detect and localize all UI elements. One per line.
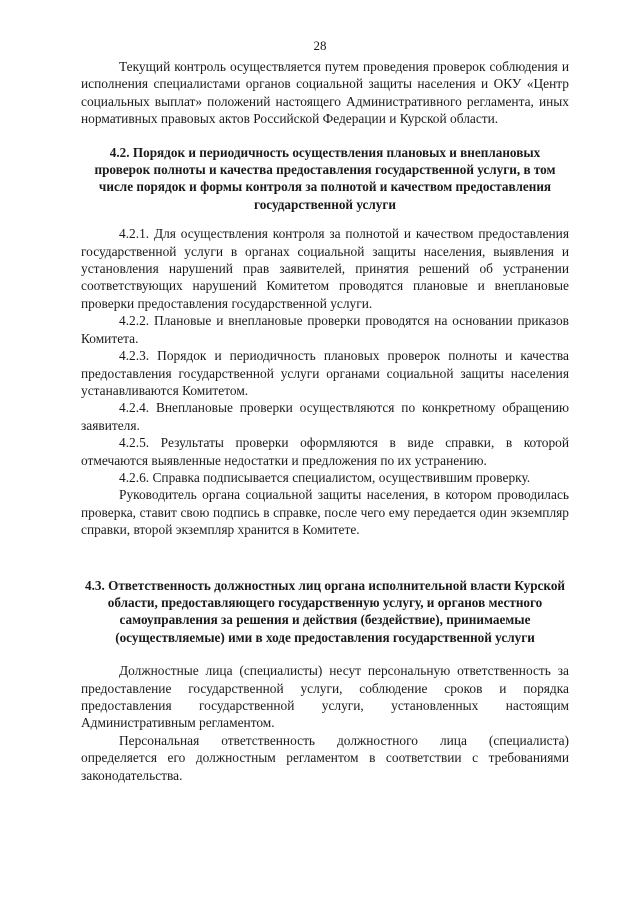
section-4-3-heading: 4.3. Ответственность должностных лиц органа исполнительной власти Курской области, предоставляющего государственную услугу, и органов местного самоуправления за решения и действия (бездействие), принимаемые (осуществляемые) ими в ходе предоставления государственной услуги [84, 577, 566, 645]
paragraph-4-2-4: 4.2.4. Внеплановые проверки осуществляются по конкретному обращению заявителя. [81, 400, 569, 433]
paragraph-4-2-1: 4.2.1. Для осуществления контроля за полнотой и качеством предоставления государственной услуги в органах социальной защиты населения, выявления и установления нарушений прав заявителей, принятия решений об устранении соответствующих нарушений Комитетом проводятся плановые и внеплановые проверки предоставления государственной услуги. [81, 226, 569, 311]
paragraph-4-2-6: 4.2.6. Справка подписывается специалистом, осуществившим проверку. [119, 469, 531, 485]
intro-paragraph: Текущий контроль осуществляется путем проведения проверок соблюдения и исполнения специалистами органов социальной защиты населения и ОКУ «Центр социальных выплат» положений настоящего Административного регламента, иных нормативных правовых актов Российской Федерации и Курской области. [81, 59, 569, 127]
paragraph-4-2-5: 4.2.5. Результаты проверки оформляются в виде справки, в которой отмечаются выявленные недостатки и предложения по их устранению. [81, 435, 569, 468]
paragraph-supervisor: Руководитель органа социальной защиты населения, в котором проводилась проверка, ставит свою подпись в справке, после чего ему передается один экземпляр справки, второй экземпляр хранится в Комитете. [81, 487, 569, 538]
section-4-2-heading: 4.2. Порядок и периодичность осуществления плановых и внеплановых проверок полноты и качества предоставления государственной услуги, в том числе порядок и формы контроля за полнотой и качеством предоставления государственной услуги [94, 144, 556, 212]
page-number: 28 [313, 38, 327, 53]
document-body [81, 58, 569, 784]
paragraph-4-2-2: 4.2.2. Плановые и внеплановые проверки проводятся на основании приказов Комитета. [81, 313, 569, 346]
paragraph-4-2-3: 4.2.3. Порядок и периодичность плановых проверок полноты и качества предоставления государственной услуги органами социальной защиты населения устанавливаются Комитетом. [81, 348, 569, 398]
paragraph-responsibility: Должностные лица (специалисты) несут персональную ответственность за предоставление государственной услуги, соблюдение сроков и порядка предоставления государственной услуги, установленных настоящим Административным регламентом. [81, 663, 569, 731]
paragraph-personal-responsibility: Персональная ответственность должностного лица (специалиста) определяется его должностным регламентом в соответствии с требованиями законодательства. [81, 732, 569, 783]
